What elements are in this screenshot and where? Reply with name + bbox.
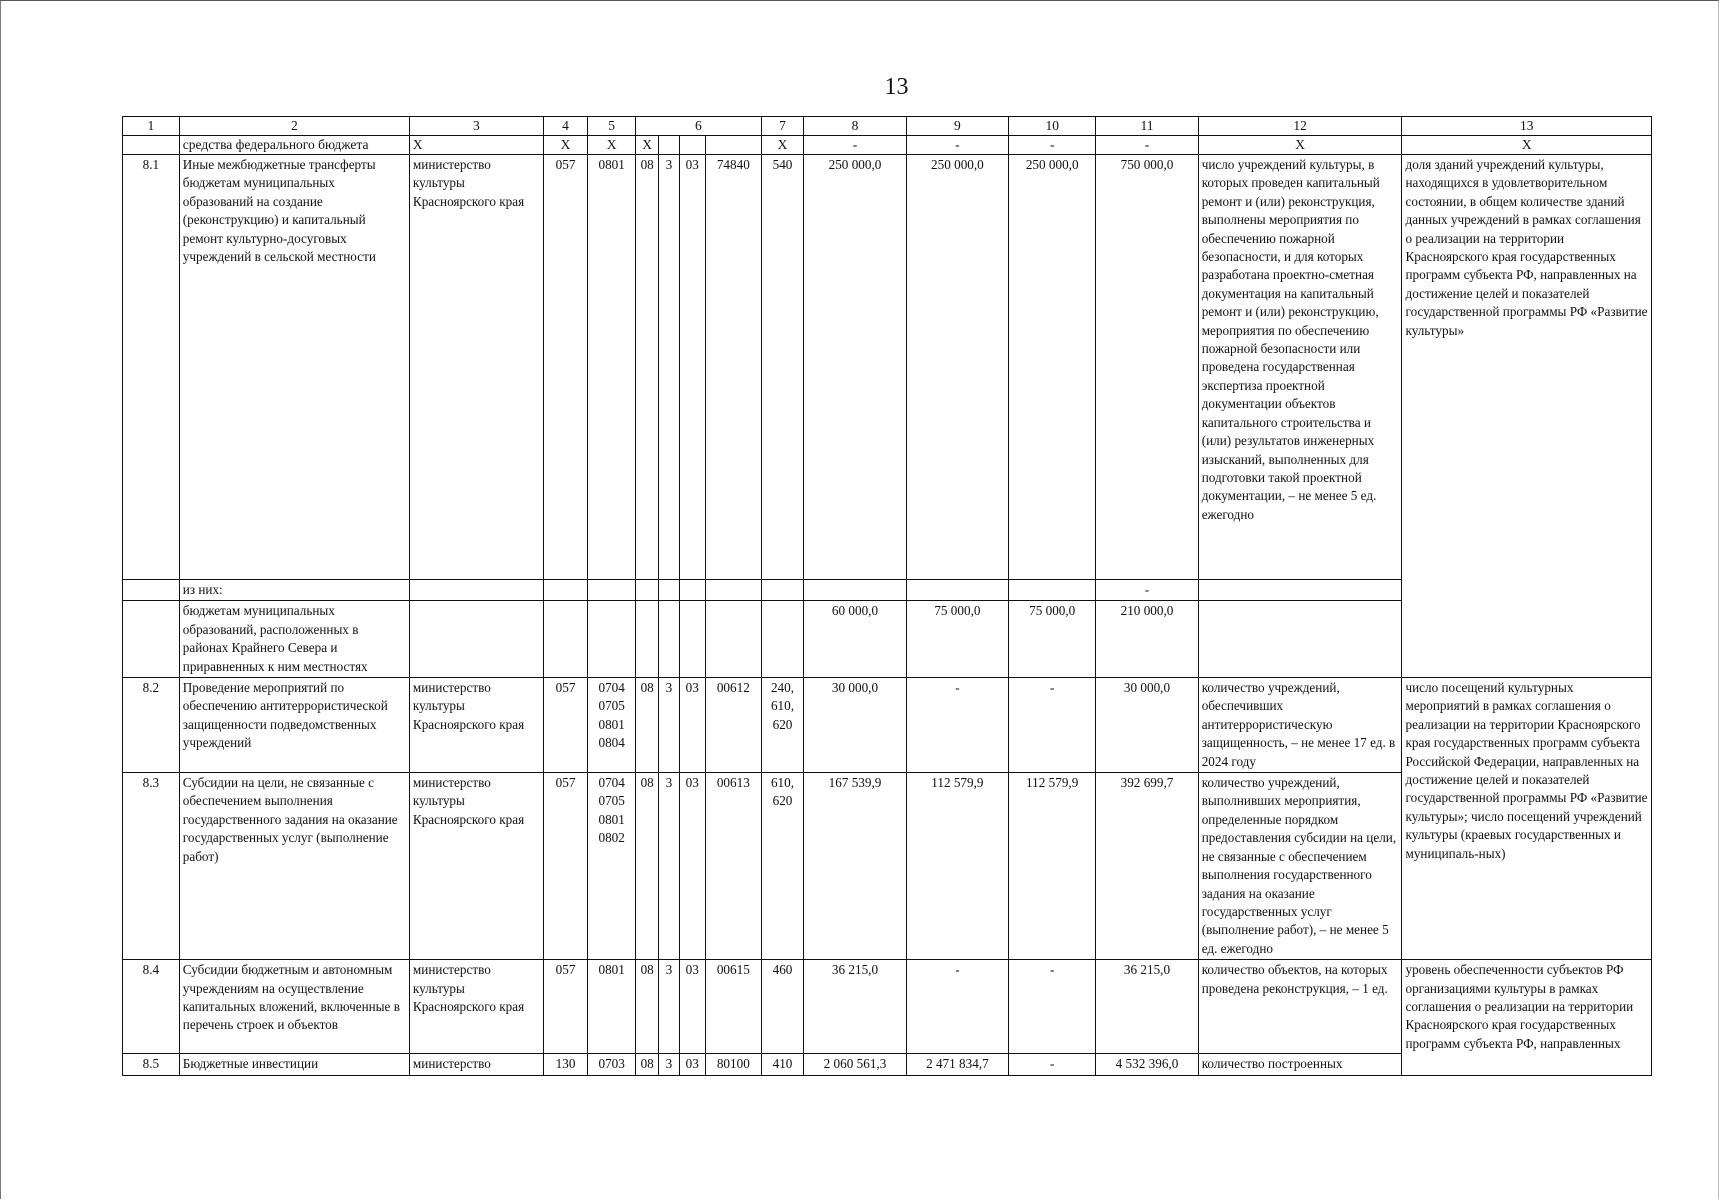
indicator: доля зданий учреждений культуры, находящихся в удовлетворительном состоянии, в общем количестве зданий данных учреждений в рамках соглашения о реализации на территории Красноярского края государственных программ субъекта РФ, направленных на достижение целей и показателей государственной программы РФ «Развитие культуры»: [1402, 155, 1652, 678]
rzpr-code: 0704 0705 0801 0804: [588, 678, 636, 773]
cell: X: [761, 136, 804, 155]
rzpr-code: 0704 0705 0801 0802: [588, 773, 636, 960]
cell: X: [588, 136, 636, 155]
expected-result: количество учреждений, обеспечивших антитеррористическую защищенность, – не менее 17 ед. в 2024 году: [1198, 678, 1402, 773]
year1-amount: 60 000,0: [804, 601, 906, 678]
year1-amount: 167 539,9: [804, 773, 906, 960]
year2-amount: 75 000,0: [906, 601, 1008, 678]
indicator: число посещений культурных мероприятий в рамках соглашения о реализации на территории Красноярского края государственных программ субъекта Российской Федерации, направленных на достижение целей и показателей государственной программы РФ «Развитие культуры»; число посещений учреждений культуры (краевых государственных и муниципаль-ных): [1402, 678, 1652, 960]
cs-code-c: 03: [679, 1054, 705, 1075]
year3-amount: 250 000,0: [1009, 155, 1096, 580]
cs-code-a: 08: [636, 773, 659, 960]
of-which-label: из них:: [179, 580, 409, 601]
expected-result: количество учреждений, выполнивших мероприятия, определенные порядком предоставления субсидии на цели, не связанные с обеспечением выполнения государственного задания на оказание государственных услуг (выполнение работ), – не менее 5 ед. ежегодно: [1198, 773, 1402, 960]
year2-amount: 112 579,9: [906, 773, 1008, 960]
cell: -: [1009, 136, 1096, 155]
measure-name: Иные межбюджетные трансферты бюджетам муниципальных образований на создание (реконструкцию) и капитальный ремонт культурно-досуговых учреждений в сельской местности: [179, 155, 409, 580]
header-cell: 10: [1009, 117, 1096, 136]
total-amount: 30 000,0: [1096, 678, 1198, 773]
grbs-code: 057: [543, 155, 588, 580]
header-cell: 8: [804, 117, 906, 136]
executor: министерство культуры Красноярского края: [409, 678, 543, 773]
cs-code-d: 74840: [705, 155, 761, 580]
rzpr-code: 0703: [588, 1054, 636, 1075]
vr-code: 240, 610, 620: [761, 678, 804, 773]
measure-name: Субсидии на цели, не связанные с обеспечением выполнения государственного задания на оказание государственных услуг (выполнение работ): [179, 773, 409, 960]
header-cell: 1: [123, 117, 180, 136]
rzpr-code: 0801: [588, 155, 636, 580]
executor: министерство культуры Красноярского края: [409, 155, 543, 580]
cell: X: [543, 136, 588, 155]
cs-code-c: 03: [679, 960, 705, 1054]
year1-amount: 30 000,0: [804, 678, 906, 773]
table-row: [123, 155, 1652, 580]
total-amount: 210 000,0: [1096, 601, 1198, 678]
row-number: 8.2: [123, 678, 180, 773]
header-cell: 6: [636, 117, 762, 136]
measure-name: Проведение мероприятий по обеспечению антитеррористической защищенности подведомственных учреждений: [179, 678, 409, 773]
cell: -: [804, 136, 906, 155]
cs-code-c: 03: [679, 773, 705, 960]
grbs-code: 057: [543, 960, 588, 1054]
cell: -: [1096, 580, 1198, 601]
vr-code: 540: [761, 155, 804, 580]
rzpr-code: 0801: [588, 960, 636, 1054]
header-cell: 2: [179, 117, 409, 136]
expected-result: число учреждений культуры, в которых проведен капитальный ремонт и (или) реконструкция, выполнены мероприятия по обеспечению пожарной безопасности, и для которых разработана проектно-сметная документация на капитальный ремонт и (или) реконструкцию, мероприятия по обеспечению пожарной безопасности или проведена государственная экспертиза проектной документации объектов капитального строительства и (или) результатов инженерных изысканий, выполненных для подготовки такой проектной документации, – не менее 5 ед. ежегодно: [1198, 155, 1402, 580]
cell: X: [636, 136, 659, 155]
cs-code-b: 3: [659, 155, 679, 580]
cs-code-a: 08: [636, 1054, 659, 1075]
measure-name: Субсидии бюджетным и автономным учреждениям на осуществление капитальных вложений, включенные в перечень строек и объектов: [179, 960, 409, 1054]
cell: X: [409, 136, 543, 155]
row-number: 8.4: [123, 960, 180, 1054]
year2-amount: -: [906, 960, 1008, 1054]
federal-label: средства федерального бюджета: [179, 136, 409, 155]
indicator: уровень обеспеченности субъектов РФ организациями культуры в рамках соглашения о реализации на территории Красноярского края государственных программ субъекта РФ, направленных: [1402, 960, 1652, 1075]
year3-amount: -: [1009, 678, 1096, 773]
cell: -: [1096, 136, 1198, 155]
cs-code-d: 00613: [705, 773, 761, 960]
total-amount: 4 532 396,0: [1096, 1054, 1198, 1075]
year3-amount: 75 000,0: [1009, 601, 1096, 678]
vr-code: 460: [761, 960, 804, 1054]
cs-code-d: 00612: [705, 678, 761, 773]
measure-name: Бюджетные инвестиции: [179, 1054, 409, 1075]
vr-code: 610, 620: [761, 773, 804, 960]
table-row: [123, 960, 1652, 1054]
year1-amount: 2 060 561,3: [804, 1054, 906, 1075]
year2-amount: 2 471 834,7: [906, 1054, 1008, 1075]
year2-amount: -: [906, 678, 1008, 773]
cs-code-b: 3: [659, 1054, 679, 1075]
header-cell: 13: [1402, 117, 1652, 136]
header-cell: 9: [906, 117, 1008, 136]
expected-result: количество объектов, на которых проведена реконструкция, – 1 ед.: [1198, 960, 1402, 1054]
cs-code-a: 08: [636, 155, 659, 580]
table-row: [123, 678, 1652, 773]
budget-table: [122, 116, 1652, 1076]
cell: -: [906, 136, 1008, 155]
executor: министерство культуры Красноярского края: [409, 773, 543, 960]
row-number: 8.5: [123, 1054, 180, 1075]
expected-result: количество построенных: [1198, 1054, 1402, 1075]
cs-code-b: 3: [659, 773, 679, 960]
header-cell: 5: [588, 117, 636, 136]
executor: министерство: [409, 1054, 543, 1075]
year3-amount: 112 579,9: [1009, 773, 1096, 960]
cs-code-b: 3: [659, 678, 679, 773]
header-row: [123, 117, 1652, 136]
row-number: 8.1: [123, 155, 180, 580]
cs-code-a: 08: [636, 678, 659, 773]
total-amount: 392 699,7: [1096, 773, 1198, 960]
cs-code-a: 08: [636, 960, 659, 1054]
page-number: 13: [884, 74, 909, 100]
year2-amount: 250 000,0: [906, 155, 1008, 580]
executor: министерство культуры Красноярского края: [409, 960, 543, 1054]
total-amount: 36 215,0: [1096, 960, 1198, 1054]
header-cell: 7: [761, 117, 804, 136]
header-cell: 4: [543, 117, 588, 136]
federal-budget-row: [123, 136, 1652, 155]
year1-amount: 250 000,0: [804, 155, 906, 580]
year1-amount: 36 215,0: [804, 960, 906, 1054]
cell: X: [1198, 136, 1402, 155]
cs-code-c: 03: [679, 678, 705, 773]
vr-code: 410: [761, 1054, 804, 1075]
grbs-code: 057: [543, 773, 588, 960]
year3-amount: -: [1009, 960, 1096, 1054]
cell: X: [1402, 136, 1652, 155]
cs-code-b: 3: [659, 960, 679, 1054]
cs-code-d: 80100: [705, 1054, 761, 1075]
header-cell: 3: [409, 117, 543, 136]
total-amount: 750 000,0: [1096, 155, 1198, 580]
row-number: 8.3: [123, 773, 180, 960]
year3-amount: -: [1009, 1054, 1096, 1075]
grbs-code: 130: [543, 1054, 588, 1075]
cs-code-d: 00615: [705, 960, 761, 1054]
sub-measure-name: бюджетам муниципальных образований, расположенных в районах Крайнего Севера и приравненных к ним местностях: [179, 601, 409, 678]
header-cell: 11: [1096, 117, 1198, 136]
grbs-code: 057: [543, 678, 588, 773]
header-cell: 12: [1198, 117, 1402, 136]
cs-code-c: 03: [679, 155, 705, 580]
